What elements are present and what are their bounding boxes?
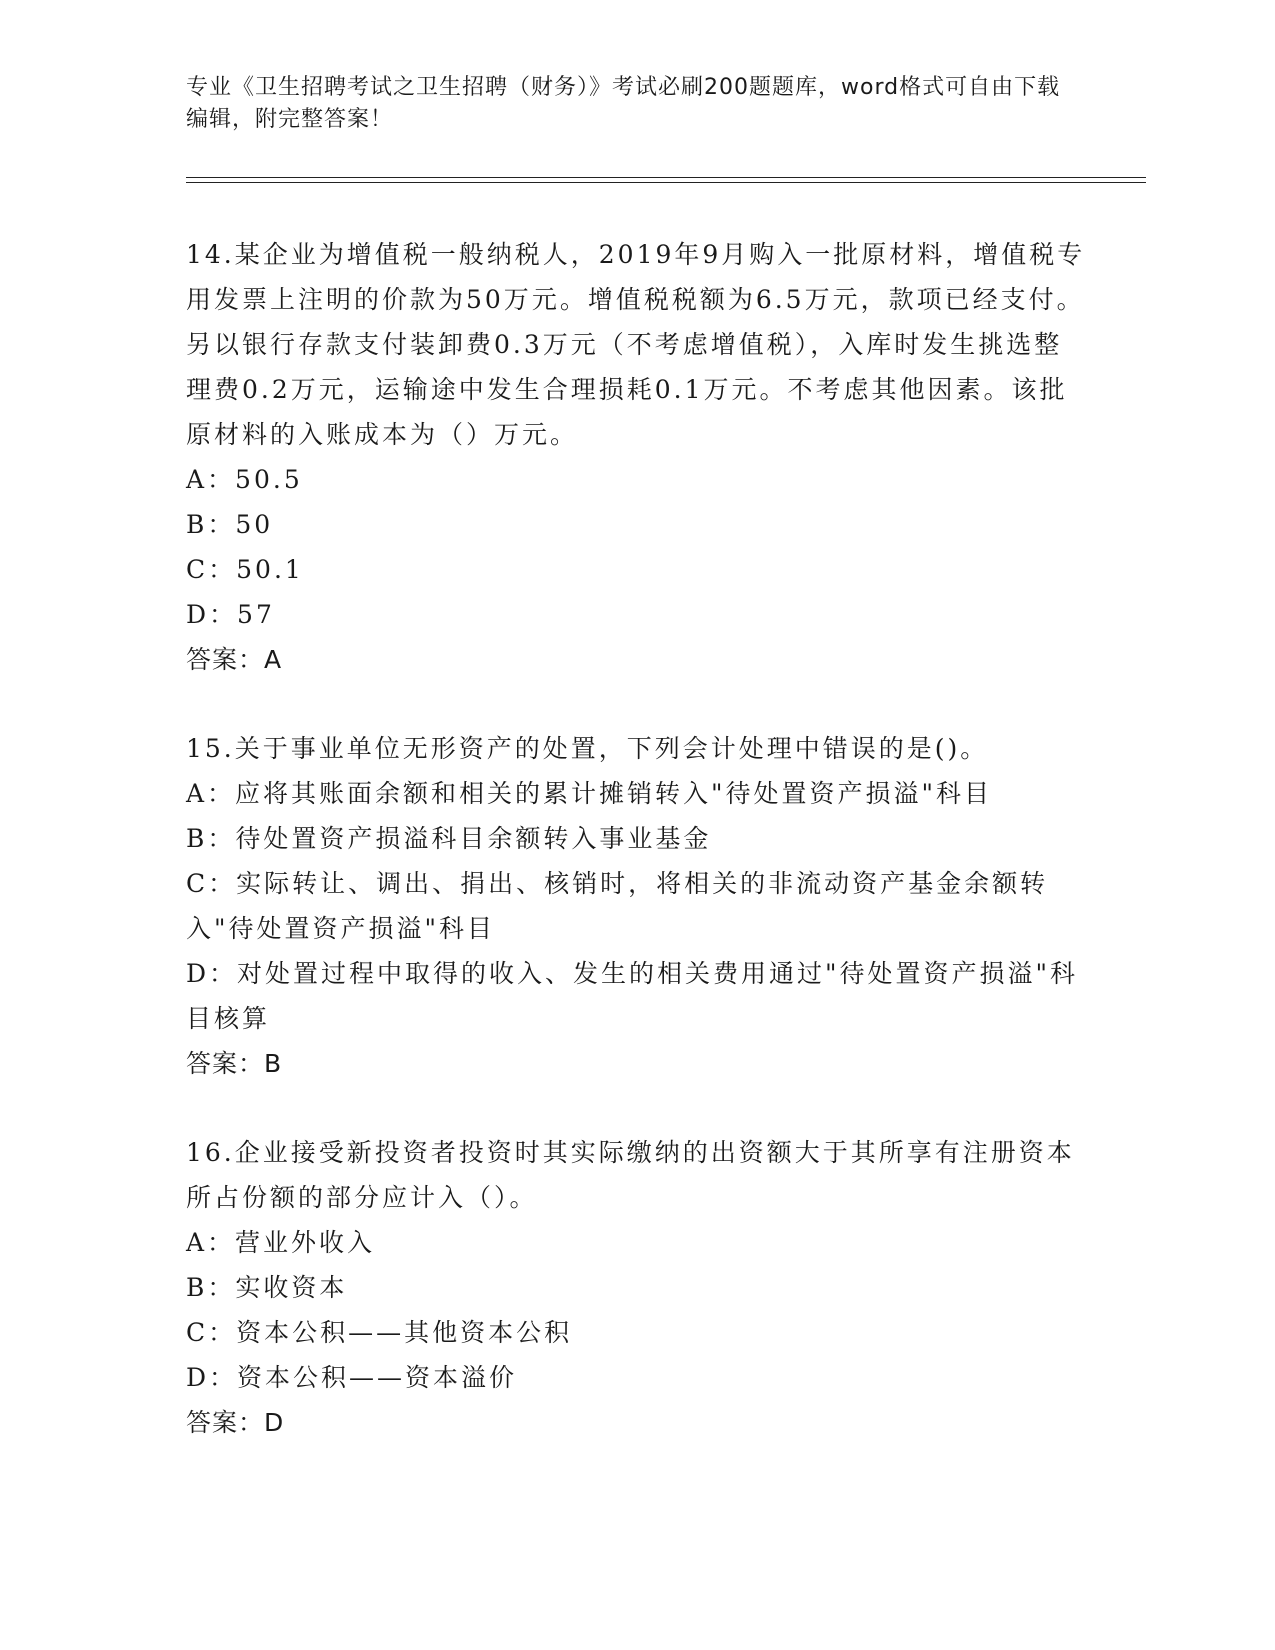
header-divider-top (186, 177, 1146, 178)
option-a: A：应将其账面余额和相关的累计摊销转入"待处置资产损溢"科目 (186, 779, 993, 808)
option-d: D：57 (186, 600, 275, 629)
question-list (186, 232, 1086, 1489)
answer-line: 答案：B (186, 1049, 283, 1078)
option-a: A：营业外收入 (186, 1228, 376, 1257)
question-14 (186, 232, 1086, 682)
question-stem: 16.企业接受新投资者投资时其实际缴纳的出资额大于其所享有注册资本所占份额的部分应计入（）。 (186, 1138, 1075, 1212)
option-c: C：50.1 (186, 555, 304, 584)
option-b: B：实收资本 (186, 1273, 348, 1302)
option-d: D：资本公积——资本溢价 (186, 1363, 518, 1392)
option-b: B：50 (186, 510, 274, 539)
option-d: D：对处置过程中取得的收入、发生的相关费用通过"待处置资产损溢"科目核算 (186, 959, 1079, 1033)
option-c: C：资本公积——其他资本公积 (186, 1318, 573, 1347)
question-15 (186, 726, 1086, 1086)
option-b: B：待处置资产损溢科目余额转入事业基金 (186, 824, 712, 853)
document-header: 专业《卫生招聘考试之卫生招聘（财务）》考试必刷200题题库，word格式可自由下载编辑，附完整答案！ (186, 75, 1061, 132)
option-c: C：实际转让、调出、捐出、核销时，将相关的非流动资产基金余额转入"待处置资产损溢"科目 (186, 869, 1049, 943)
question-16 (186, 1130, 1086, 1445)
question-stem: 14.某企业为增值税一般纳税人，2019年9月购入一批原材料，增值税专用发票上注明的价款为50万元。增值税税额为6.5万元，款项已经支付。另以银行存款支付装卸费0.3万元（不考虑增值税），入库时发生挑选整理费0.2万元，运输途中发生合理损耗0.1万元。不考虑其他因素。该批原材料的入账成本为（）万元。 (186, 240, 1086, 449)
answer-line: 答案：D (186, 1408, 285, 1437)
option-a: A：50.5 (186, 465, 303, 494)
answer-line: 答案：A (186, 645, 283, 674)
header-divider-bottom (186, 182, 1146, 183)
question-stem: 15.关于事业单位无形资产的处置，下列会计处理中错误的是()。 (186, 734, 989, 763)
